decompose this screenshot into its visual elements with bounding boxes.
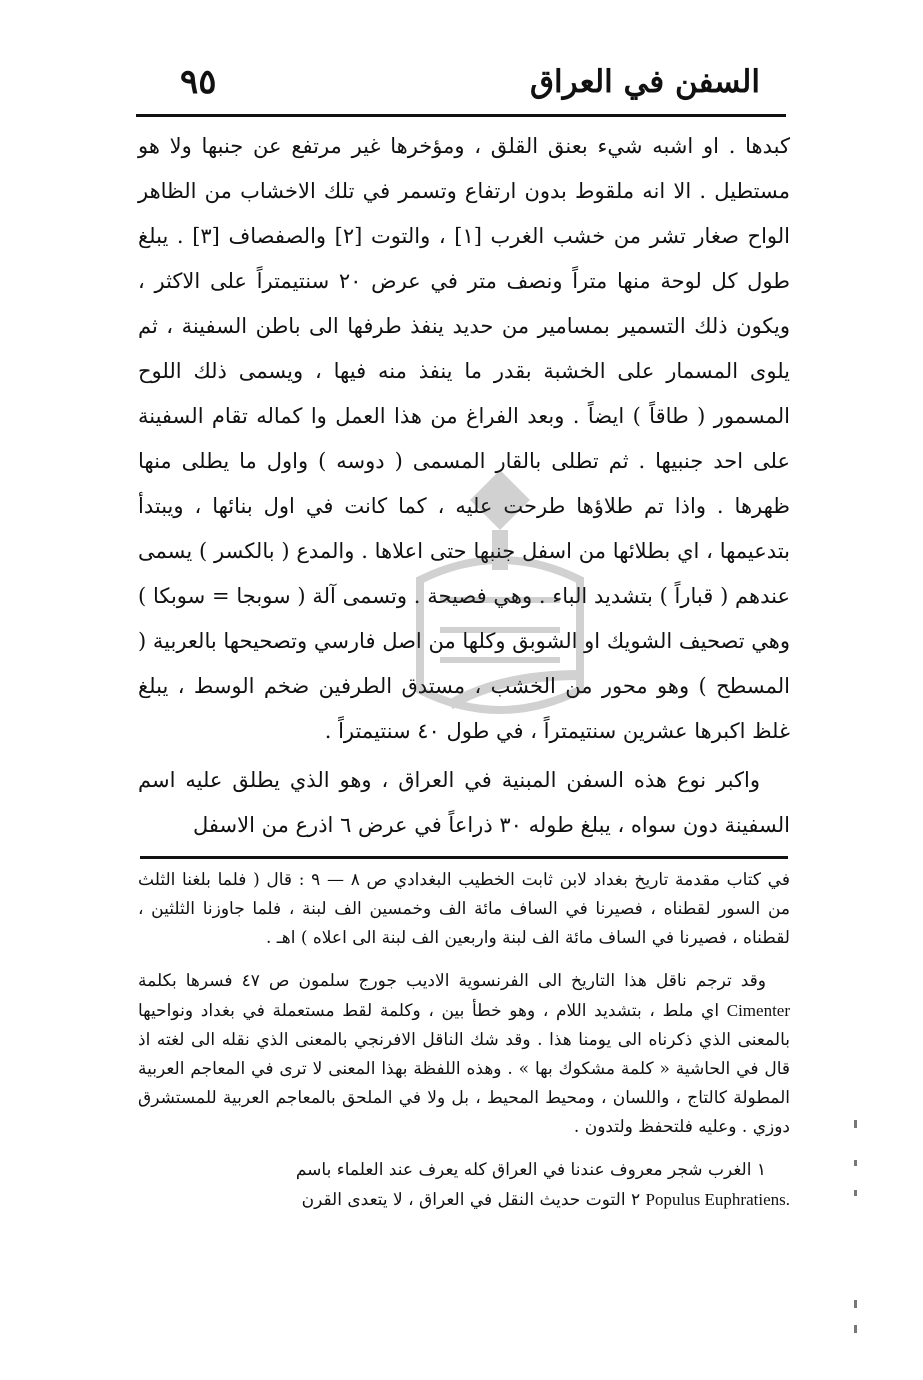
footnote-text: ٢ التوت حديث النقل في العراق ، لا يتعدى القرن bbox=[301, 1190, 641, 1210]
footnote-text: اي ملط ، بتشديد اللام ، وهو خطأ بين ، وكلمة لقط مستعملة في بغداد ونواحيها بالمعنى الذي ذكرناه الى يومنا هذا . وقد شك الناقل الافرنجي بالمعنى الذي نقله الى لغته اذ قال في الحاشية « كلمة مشكوك بها » . وهذه اللفظة بهذا المعنى لا ترى في المعاجم العربية المطولة كالتاج ، واللسان ، ومحيط المحيط ، بل ولا في الملحق بالمعاجم العربية للمستشرق دوزي . وعليه فلتحفظ ولتدون . bbox=[138, 1001, 790, 1137]
latin-term: Cimenter bbox=[726, 1001, 791, 1020]
footnote bbox=[138, 967, 790, 1142]
body-paragraph: كبدها . او اشبه شيء بعنق القلق ، ومؤخرها غير مرتفع عن جنبها ولا هو مستطيل . الا انه ملقوط بدون ارتفاع وتسمر في تلك الاخشاب من الظاهر الواح صغار تشر من خشب الغرب [١] ، والتوت [٢] والصفصاف [٣] . يبلغ طول كل لوحة منها متراً ونصف متر في عرض ٢٠ سنتيمتراً على الاكثر ، ويكون ذلك التسمير بمسامير من حديد ينفذ طرفها الى باطن السفينة ، ثم يلوى المسمار على الخشبة بقدر ما ينفذ منه فيها ، ويسمى ذلك اللوح المسمور ( طاقاً ) ايضاً . وبعد الفراغ من هذا العمل وا كماله تقام السفينة على احد جنبيها . ثم تطلى بالقار المسمى ( دوسه ) واول ما يطلى منها ظهرها . واذا تم طلاؤها طرحت عليه ، كما كانت في اول بنائها ، ويبتدأ بتدعيمها ، اي بطلائها من اسفل جنبها حتى اعلاها . والمدع ( بالكسر ) يسمى عندهم ( قباراً ) بتشديد الباء . وهي فصيحة . وتسمى آلة ( سوبجا = سوبكا ) وهي تصحيف الشويك او الشوبق وكلها من اصل فارسي وتصحيحها بالعربية ( المسطح ) وهو محور من الخشب ، مستدق الطرفين ضخم الوسط ، يبلغ غلظ اكبرها عشرين سنتيمتراً ، في طول ٤٠ سنتيمتراً . bbox=[138, 134, 790, 743]
footnote bbox=[138, 1156, 790, 1215]
footnote-text: ١ الغرب شجر معروف عندنا في العراق كله يعرف عند العلماء باسم bbox=[295, 1160, 766, 1180]
main-text bbox=[138, 124, 790, 848]
footnote-rule bbox=[140, 856, 788, 859]
scan-edge-marks bbox=[852, 1120, 860, 1340]
page-number: ٩٥ bbox=[180, 62, 217, 102]
page-header bbox=[140, 62, 780, 112]
running-title: السفن في العراق bbox=[529, 64, 760, 100]
latin-term: Populus Euphratiens. bbox=[645, 1190, 790, 1209]
footnote: في كتاب مقدمة تاريخ بغداد لابن ثابت الخطيب البغدادي ص ٨ — ٩ : قال ( فلما بلغنا الثلث من السور لقطناه ، فصيرنا في الساف مائة الف وخمسين الف لبنة ، فلما جاوزنا الثلثين ، لقطناه ، فصيرنا في الساف مائة الف لبنة واربعين الف لبنة الى اعلاه ) اهـ . bbox=[138, 870, 790, 948]
body-paragraph: واكبر نوع هذه السفن المبنية في العراق ، وهو الذي يطلق عليه اسم السفينة دون سواه ، يبلغ طوله ٣٠ ذراعاً في عرض ٦ اذرع من الاسفل bbox=[138, 768, 790, 837]
header-rule bbox=[136, 114, 786, 117]
footnotes bbox=[138, 866, 790, 1229]
footnote-text: وقد ترجم ناقل هذا التاريخ الى الفرنسوية الاديب جورج سلمون ص ٤٧ فسرها بكلمة bbox=[138, 971, 766, 991]
